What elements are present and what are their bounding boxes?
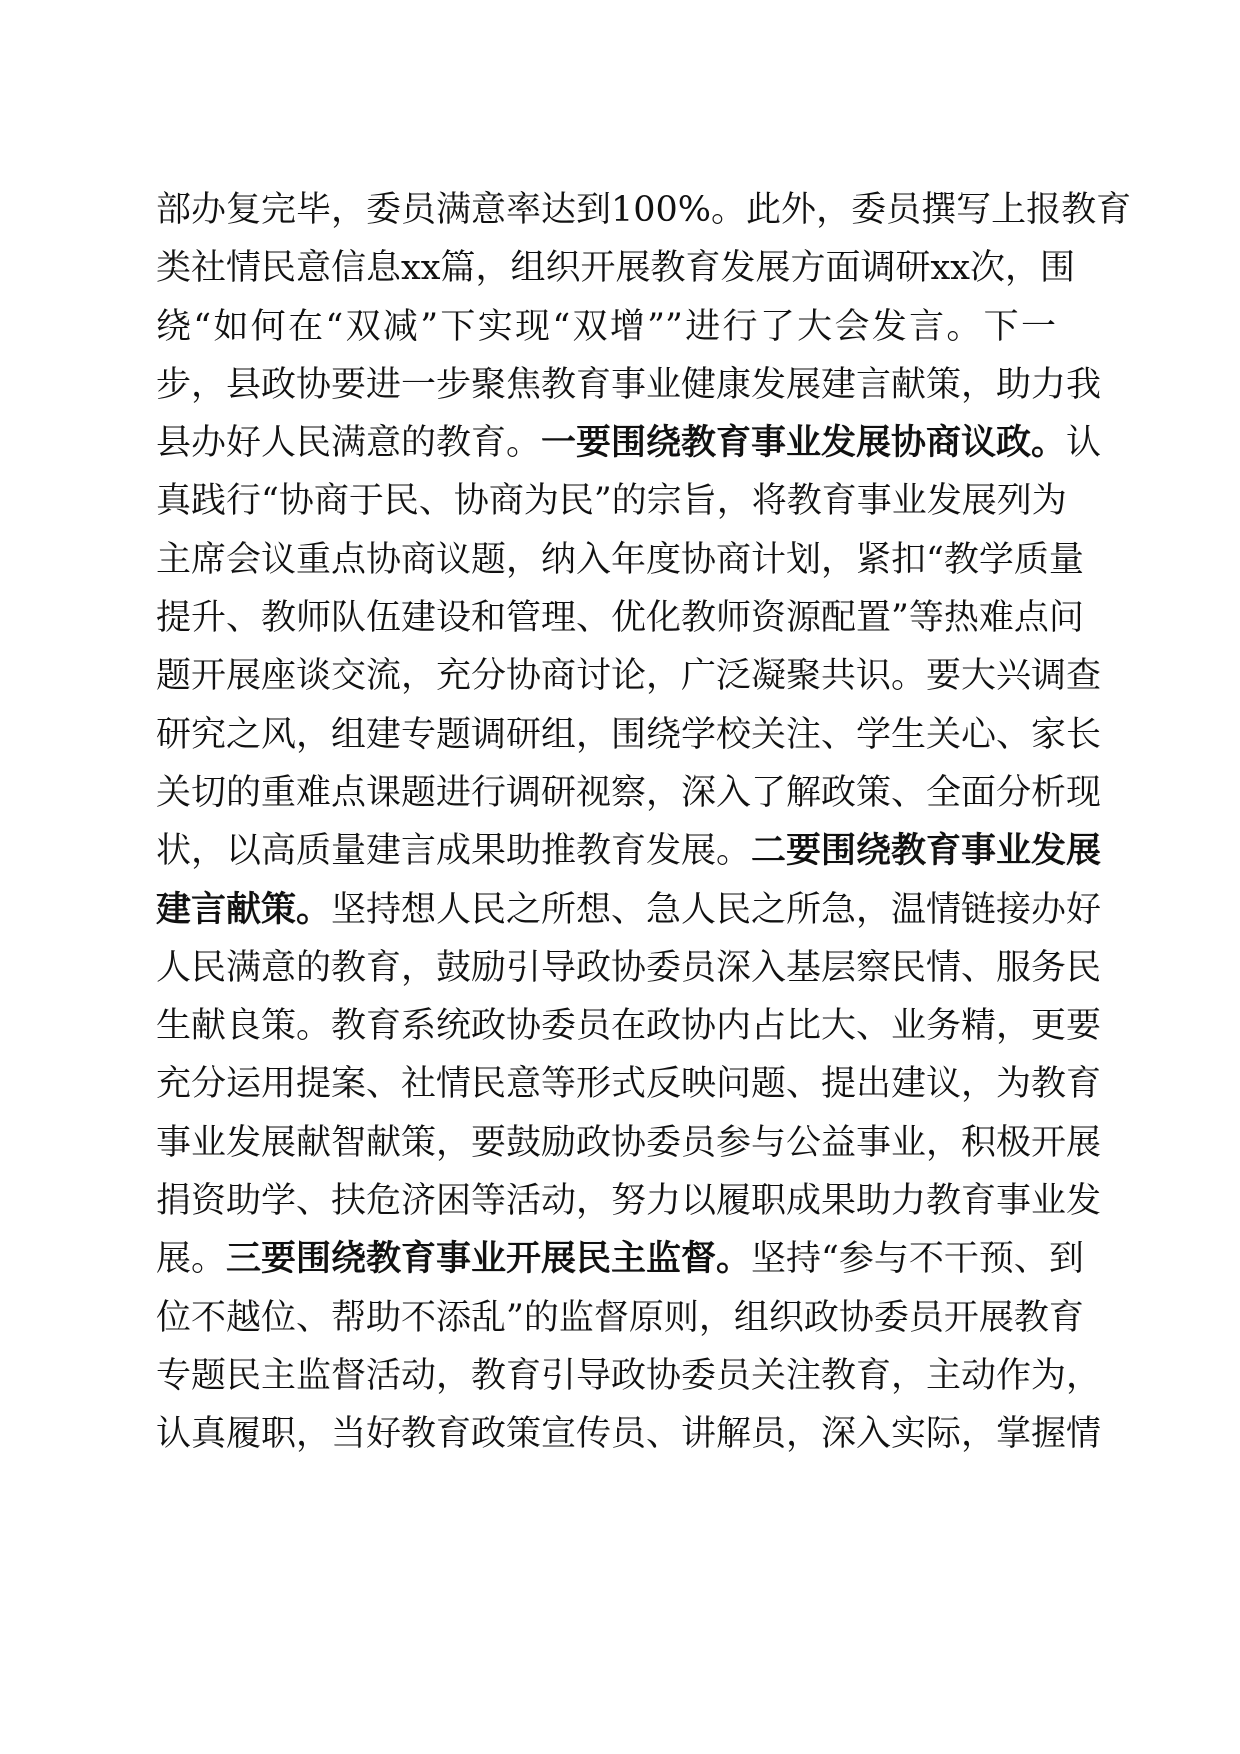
body-text-segment: 题开展座谈交流，充分协商讨论，广泛凝聚共识。要大兴调查 [156,656,1102,697]
text-line [156,414,1102,472]
text-line [156,589,1084,647]
bold-heading-text: 二要围绕教育事业发展 [751,830,1102,872]
text-line [156,1289,1084,1347]
body-text-segment: 研究之风，组建专题调研组，围绕学校关注、学生关心、家长 [156,714,1102,755]
body-text-segment: 充分运用提案、社情民意等形式反映问题、提出建议，为教育 [156,1064,1102,1105]
text-line [156,647,1102,705]
body-text-segment: 提升、教师队伍建设和管理、优化教师资源配置”等热难点问 [156,598,1084,639]
text-line [156,881,1102,939]
bold-heading-text: 三要围绕教育事业开展民主监督。 [226,1238,752,1280]
text-line [156,531,1084,589]
body-text-segment: 位不越位、帮助不添乱”的监督原则，组织政协委员开展教育 [156,1297,1084,1338]
body-text-segment: 真践行“协商于民、协商为民”的宗旨，将教育事业发展列为 [156,481,1067,522]
text-line [156,764,1102,822]
body-text-segment: 状，以高质量建言成果助推教育发展。 [156,831,752,872]
body-text-segment: 主席会议重点协商议题，纳入年度协商计划，紧扣“教学质量 [156,539,1084,580]
body-text-segment: 展。 [156,1239,227,1280]
text-line [156,356,1102,414]
body-text-segment: 部办复完毕，委员满意率达到100%。此外，委员撰写上报教育 [156,190,1132,230]
body-text-segment: 事业发展献智献策，要鼓励政协委员参与公益事业，积极开展 [156,1122,1102,1163]
text-line [156,1055,1102,1113]
body-text-segment: 认真履职，当好教育政策宣传员、讲解员，深入实际，掌握情 [156,1414,1102,1455]
body-text-segment: 关切的重难点课题进行调研视察，深入了解政策、全面分析现 [156,772,1102,813]
body-text-segment: 人民满意的教育，鼓励引导政协委员深入基层察民情、服务民 [156,947,1102,988]
body-text-segment: 坚持想人民之所想、急人民之所急，温情链接办好 [331,889,1102,930]
text-line [156,939,1102,997]
body-text-segment: 类社情民意信息xx篇，组织开展教育发展方面调研xx次，围 [156,248,1075,289]
text-line [156,1172,1102,1230]
text-line [156,1347,1102,1405]
text-line [156,1114,1102,1172]
text-line [156,298,1056,356]
body-text-segment: 坚持“参与不干预、到 [751,1239,1084,1280]
text-line [156,1230,1084,1288]
text-line [156,1405,1102,1463]
text-line [156,239,1075,297]
body-text-segment: 县办好人民满意的教育。 [156,423,542,464]
text-line [156,997,1102,1055]
text-line [156,822,1102,880]
body-text-segment: 认 [1066,423,1102,464]
bold-heading-text: 一要围绕教育事业发展协商议政。 [541,422,1067,464]
text-line [156,472,1067,530]
body-text-segment: 步，县政协要进一步聚焦教育事业健康发展建言献策，助力我 [156,364,1102,405]
bold-heading-text: 建言献策。 [156,888,332,930]
text-line [156,181,1132,239]
body-text-segment: 捐资助学、扶危济困等活动，努力以履职成果助力教育事业发 [156,1181,1102,1222]
body-text [156,181,1132,1464]
body-text-segment: 生献良策。教育系统政协委员在政协内占比大、业务精，更要 [156,1006,1102,1047]
text-line [156,706,1102,764]
body-text-segment: 专题民主监督活动，教育引导政协委员关注教育，主动作为， [156,1355,1102,1396]
body-text-segment: 绕“如何在“双减”下实现“双增””进行了大会发言。下一 [156,306,1056,347]
